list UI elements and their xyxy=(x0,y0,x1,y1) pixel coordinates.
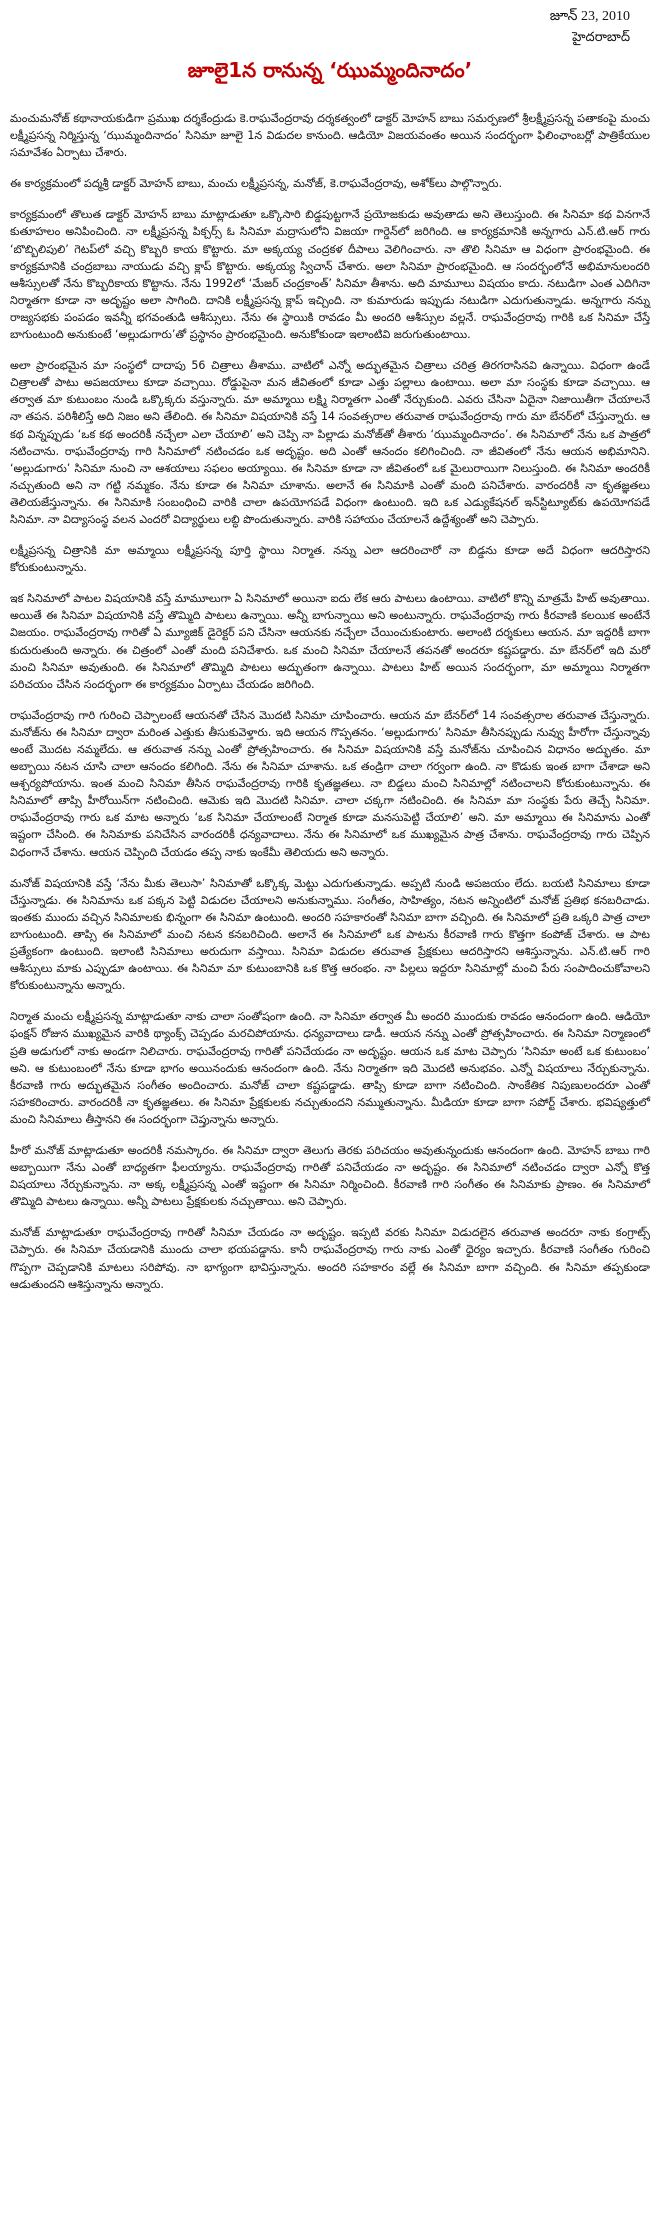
paragraph-5: లక్ష్మీప్రసన్న చిత్రానికి మా అమ్మాయి లక్ష్మీప్రసన్న పూర్తి స్థాయి నిర్మాత. నన్ను ఎలా ఆదరించారో నా బిడ్డను కూడా అదే విధంగా ఆదరిస్తారని కోరుకుంటున్నాను. xyxy=(10,544,650,575)
paragraph-2: ఈ కార్యక్రమంలో పద్మశ్రీ డాక్టర్ మోహన్ బాబు, మంచు లక్ష్మీప్రసన్న, మనోజ్, కె.రాఘవేంద్రరావు, అశోక్‌లు పాల్గొన్నారు. xyxy=(10,177,503,191)
paragraph-3: కార్యక్రమంలో తొలుత డాక్టర్ మోహన్ బాబు మాట్లాడుతూ ఒక్కొసారి బిడ్డపుట్టగానే ప్రయోజకుడు అవుతాడు అని తెలుస్తుంది. ఈ సినిమా కథ వినగానే కుతూహలం అనిపించింది. నా లక్ష్మీప్రసన్న పిక్చర్స్ ఓ సినిమా మద్రాసులోని విజయా గార్డెన్‌లో జరిగింది. ఆ కార్యక్రమానికి అన్నగారు ఎన్.టి.ఆర్ గారు ‘బొబ్బిలిపులి’ గెటప్‌లో వచ్చి కొబ్బరి కాయ కొట్టారు. మా అక్కయ్య చంద్రకళ దీపాలు వెలిగించారు. నా తొలి సినిమా ఆ విధంగా ప్రారంభమైంది. ఈ కార్యక్రమానికి చంద్రబాబు నాయుడు వచ్చి క్లాప్ కొట్టారు. అక్కయ్య స్విచాన్ చేశారు. అలా సినిమా ప్రారంభమైంది. ఆ సందర్భంలోనే అభిమానులందరి ఆశీస్సులతో నేను కొబ్బరికాయ కొట్టాను. నేను 1992లో ‘మేజర్ చంద్రకాంత్’ సినిమా తీశాను. అది మామూలు విషయం కాదు. నటుడిగా ఎంత ఎదిగినా నిర్మాతగా కూడా నా అదృష్టం అలా సాగింది. దానికి లక్ష్మీప్రసన్న క్లాప్ ఇచ్చింది. నా కుమారుడు ఇప్పుడు నటుడిగా ఎదుగుతున్నాడు. అన్నగారు నన్ను రాజ్యసభకు పంపడం ఇవన్నీ భగవంతుడి ఆశీస్సులు. నేను ఈ స్థాయికి రావడం మీ అందరి ఆశీస్సుల వల్లనే. రాఘవేంద్రరావు గారికి ఒక సినిమా చేస్తే బాగుంటుంది అనుకుంటే ‘అల్లుడుగారు’తో ప్రస్థానం ప్రారంభమైంది. అనుకోకుండా ఇలాంటివి జరుగుతుంటాయి. xyxy=(10,208,650,342)
paragraph-10: హీరో మనోజ్ మాట్లాడుతూ అందరికీ నమస్కారం. ఈ సినిమా ద్వారా తెలుగు తెరకు పరిచయం అవుతున్నందుకు ఆనందంగా ఉంది. మోహన్ బాబు గారి అబ్బాయిగా నేను ఎంతో బాధ్యతగా ఫీలయ్యాను. రాఘవేంద్రరావు గారితో పనిచేయడం నా అదృష్టం. ఈ సినిమాలో నటించడం ద్వారా ఎన్నో కొత్త విషయాలు నేర్చుకున్నాను. నా అక్క లక్ష్మీప్రసన్న ఎంతో ఇష్టంగా ఈ సినిమా నిర్మించింది. కీరవాణి గారి సంగీతం ఈ సినిమాకు ప్రాణం. ఈ సినిమాలో తొమ్మిది పాటలు ఉన్నాయి. అన్నీ పాటలు ప్రేక్షకులకు నచ్చుతాయి. అని చెప్పారు. xyxy=(10,1143,650,1209)
paragraph-7: రాఘవేంద్రరావు గారి గురించి చెప్పాలంటే ఆయనతో చేసిన మొదటి సినిమా చూపించారు. ఆయన మా బేనర్‌లో 14 సంవత్సరాల తరువాత చేస్తున్నారు. మనోజ్‌ను ఈ సినిమా ద్వారా మరింత ఎత్తుకు తీసుకువెళ్తారు. ఇది ఆయన గొప్పతనం. ‘అల్లుడుగారు’ సినిమా తీసినప్పుడు నువ్వు హీరోగా చేస్తున్నావు అంటే మొదట నమ్మలేదు. ఆ తరువాత నన్ను ఎంతో ప్రోత్సహించారు. ఈ సినిమా విషయానికి వస్తే మనోజ్‌ను చూపించిన విధానం అద్భుతం. మా అబ్బాయి నటన చూసి చాలా ఆనందం కలిగింది. నేను ఈ సినిమా చూశాను. ఒక తండ్రిగా చాలా గర్వంగా ఉంది. నా కొడుకు ఇంత బాగా చేశాడా అని ఆశ్చర్యపోయాను. ఇంత మంచి సినిమా తీసిన రాఘవేంద్రరావు గారికి కృతజ్ఞతలు. నా బిడ్డలు మంచి సినిమాల్లో నటించాలని కోరుకుంటున్నాను. ఈ సినిమాలో తాప్సి హీరోయిన్‌గా నటించింది. ఆమెకు ఇది మొదటి సినిమా. చాలా చక్కగా నటించింది. ఈ సినిమా మా సంస్థకు పేరు తెచ్చే సినిమా. రాఘవేంద్రరావు గారు ఒక మాట అన్నారు ‘ఒక సినిమా చేయాలంటే నిర్మాత కూడా మనసుపెట్టి చేయాలి’ అని. మా అమ్మాయి ఈ సినిమాను ఎంతో ఇష్టంగా చేసింది. ఈ సినిమాకు పనిచేసిన వారందరికీ ధన్యవాదాలు. నేను ఈ సినిమాలో ఒక ముఖ్యమైన పాత్ర చేశాను. రాఘవేంద్రరావు గారు చెప్పిన విధంగానే చేశాను. ఆయన చెప్పింది చేయడం తప్ప నాకు ఇంకేమీ తెలియదు అని అన్నారు. xyxy=(10,708,650,859)
article-city: హైదరాబాద్ xyxy=(572,30,630,45)
article-header xyxy=(0,0,660,100)
paragraph-1: మంచుమనోజ్ కథానాయకుడిగా ప్రముఖ దర్శకేంద్రుడు కె.రాఘవేంద్రరావు దర్శకత్వంలో డాక్టర్ మోహన్ బాబు సమర్పణలో శ్రీలక్ష్మీప్రసన్న పతాకంపై మంచు లక్ష్మీప్రసన్న నిర్మిస్తున్న ‘ఝుమ్మందినాదం’ సినిమా జూలై 1న విడుదల కానుంది. ఆడియో విజయవంతం అయిన సందర్భంగా ఫిలింఛాంబర్లో పాత్రికేయుల సమావేశం ఏర్పాటు చేశారు. xyxy=(10,112,650,160)
paragraph-8: మనోజ్ విషయానికి వస్తే ‘నేను మీకు తెలుసా’ సినిమాతో ఒక్కొక్క మెట్టు ఎదుగుతున్నాడు. అప్పటి నుండి అపజయం లేదు. బయటి సినిమాలు కూడా చేస్తున్నాడు. ఈ సినిమాను ఒక పక్కన పెట్టి విడుదల చేయాలని అనుకున్నాము. సంగీతం, సాహిత్యం, నటన అన్నింటిలో మనోజ్ ప్రతిభ కనబరిచాడు. ఇంతకు ముందు వచ్చిన సినిమాలకు భిన్నంగా ఈ సినిమా ఉంటుంది. అందరి సహకారంతో సినిమా బాగా వచ్చింది. ఈ సినిమాలో ప్రతి ఒక్కరి పాత్ర చాలా బాగుంటుంది. తాప్సి ఈ సినిమాలో మంచి నటన కనబరిచింది. అలానే ఈ సినిమాలో ఒక పాటను కీరవాణి గారు కొత్తగా కంపోజ్ చేశారు. ఆ పాట ప్రత్యేకంగా ఉంటుంది. ఇలాంటి సినిమాలు అరుదుగా వస్తాయి. సినిమా విడుదల తరువాత ప్రేక్షకులు ఆదరిస్తారని ఆశిస్తున్నాను. ఎన్.టి.ఆర్ గారి ఆశీస్సులు మాకు ఎప్పుడూ ఉంటాయి. ఈ సినిమా మా కుటుంబానికి ఒక కొత్త ఆరంభం. నా పిల్లలు ఇద్దరూ సినిమాల్లో మంచి పేరు సంపాదించుకోవాలని కోరుకుంటున్నాను అన్నారు. xyxy=(10,876,650,993)
article-date: జూన్ 23, 2010 xyxy=(549,9,630,24)
paragraph-6: ఇక సినిమాలో పాటల విషయానికి వస్తే మామూలుగా ఏ సినిమాలో అయినా ఐదు లేక ఆరు పాటలు ఉంటాయి. వాటిలో కొన్ని మాత్రమే హిట్ అవుతాయి. అయితే ఈ సినిమా విషయానికి వస్తే తొమ్మిది పాటలు ఉన్నాయి. అన్నీ బాగున్నాయి అని అంటున్నారు. రాఘవేంద్రరావు గారు కీరవాణి కలయిక అంటేనే విజయం. రాఘవేంద్రరావు గారితో ఏ మ్యూజిక్ డైరెక్టర్ పని చేసినా ఆయనకు నచ్చేలా చేయించుకుంటారు. అలాంటి దర్శకులు ఆయన. మా ఇద్దరికీ బాగా కుదురుతుంది అన్నారు. ఈ చిత్రంలో ఎంతో మంది పనిచేశారు. ఒక మంచి సినిమా చేయాలనే తపనతో అందరూ కష్టపడ్డారు. మా బేనర్‌లో ఇది మరో మంచి సినిమా అవుతుంది. ఈ సినిమాలో తొమ్మిది పాటలు అద్భుతంగా ఉన్నాయి. పాటలు హిట్ అయిన సందర్భంగా, మా అమ్మాయి నిర్మాతగా పరిచయం చేసిన సందర్భంగా ఈ కార్యక్రమం ఏర్పాటు చేయడం జరిగింది. xyxy=(10,592,650,691)
paragraph-4: అలా ప్రారంభమైన మా సంస్థలో దాదాపు 56 చిత్రాలు తీశాము. వాటిలో ఎన్నో అద్భుతమైన చిత్రాలు చరిత్ర తిరగరాసినవి ఉన్నాయి. విధంగా ఉండే చిత్రాలతో పాటు అపజయాలు కూడా వచ్చాయి. రోడ్డుపైనా మన జీవితంలో కూడా ఎత్తు పల్లాలు ఉంటాయి. అలా మా సంస్థకు కూడా వచ్చాయి. ఆ తర్వాత మా కుటుంబం నుండి ఒక్కొక్కరు వస్తున్నారు. మా అమ్మాయి లక్ష్మి నిర్మాతగా ఎంతో నేర్చుకుంది. ఎవరు చేసినా ఏదైనా నిజాయితీగా చేయాలనే నా తపన. పరిశీలిస్తే అది నిజం అని తేలింది. ఈ సినిమా విషయానికి వస్తే 14 సంవత్సరాల తరువాత రాఘవేంద్రరావు గారు మా బేనర్‌లో చేస్తున్నారు. ఆ కథ విన్నప్పుడు ‘ఒక కథ అందరికీ నచ్చేలా ఎలా చేయాలి’ అని చెప్పి నా పిల్లాడు మనోజ్‌తో తీశారు ‘ఝుమ్మందినాదం’. ఈ సినిమాలో నేను ఒక పాత్రలో నటించాను. రాఘవేంద్రరావు గారి సినిమాలో నటించడం ఒక అదృష్టం. అది ఎంతో ఆనందం కలిగించింది. నా జీవితంలో నేను ఆయన అభిమానిని. ‘అల్లుడుగారు’ సినిమా నుంచి నా ఆశయాలు సఫలం అయ్యాయి. ఈ సినిమా కూడా నా జీవితంలో ఒక మైలురాయిగా నిలుస్తుంది. ఈ సినిమా అందరికీ నచ్చుతుంది అని నా గట్టి నమ్మకం. నేను కూడా ఈ సినిమా చూశాను. అలానే ఈ సినిమాకి ఎంతో మంది పనిచేశారు. వారందరికీ నా కృతజ్ఞతలు తెలియజేస్తున్నాను. ఈ సినిమాకి సంబంధించి వారికి చాలా ఉపయోగపడే విధంగా ఉంటుంది. ఇది ఒక ఎడ్యుకేషనల్ ఇన్‌స్టిట్యూట్‌కు ఉపయోగపడే సినిమా. నా విద్యాసంస్థ వలన ఎందరో విద్యార్థులు లబ్ధి పొందుతున్నారు. వారికి సహాయం చేయాలనే ఉద్దేశ్యంతో అని చెప్పారు. xyxy=(10,359,650,526)
article-body xyxy=(10,110,650,1307)
paragraph-9: నిర్మాత మంచు లక్ష్మీప్రసన్న మాట్లాడుతూ నాకు చాలా సంతోషంగా ఉంది. నా సినిమా తర్వాత మీ అందరి ముందుకు రావడం ఆనందంగా ఉంది. ఆడియో ఫంక్షన్ రోజున ముఖ్యమైన వారికి థ్యాంక్స్ చెప్పడం మరచిపోయాను. ధన్యవాదాలు డాడీ. ఆయన నన్ను ఎంతో ప్రోత్సహించారు. ఈ సినిమా నిర్మాణంలో ప్రతి అడుగులో నాకు అండగా నిలిచారు. రాఘవేంద్రరావు గారితో పనిచేయడం నా అదృష్టం. ఆయన ఒక మాట చెప్పారు ‘సినిమా అంటే ఒక కుటుంబం’ అని. ఆ కుటుంబంలో నేను కూడా భాగం అయినందుకు ఆనందంగా ఉంది. నేను నిర్మాతగా ఇది మొదటి అనుభవం. ఎన్నో విషయాలు నేర్చుకున్నాను. కీరవాణి గారు అద్భుతమైన సంగీతం అందించారు. మనోజ్ చాలా కష్టపడ్డాడు. తాప్సి కూడా బాగా నటించింది. సాంకేతిక నిపుణులందరూ ఎంతో సహకరించారు. వారందరికీ నా కృతజ్ఞతలు. ఈ సినిమా ప్రేక్షకులకు నచ్చుతుందని నమ్ముతున్నాను. మీడియా కూడా బాగా సపోర్ట్ చేశారు. భవిష్యత్తులో మంచి సినిమాలు తీస్తానని ఈ సందర్భంగా చెప్తున్నాను అన్నారు. xyxy=(10,1010,650,1126)
paragraph-11: మనోజ్ మాట్లాడుతూ రాఘవేంద్రరావు గారితో సినిమా చేయడం నా అదృష్టం. ఇప్పటి వరకు సినిమా విడుదలైన తరువాత అందరూ నాకు కంగ్రాట్స్ చెప్పారు. ఈ సినిమా చేయడానికి ముందు చాలా భయపడ్డాను. కానీ రాఘవేంద్రరావు గారు నాకు ఎంతో ధైర్యం ఇచ్చారు. కీరవాణి సంగీతం గురించి గొప్పగా చెప్పడానికి మాటలు సరిపోవు. నా భాగ్యంగా భావిస్తున్నాను. అందరి సహకారం వల్లే ఈ సినిమా బాగా వచ్చింది. ఈ సినిమా తప్పకుండా ఆడుతుందని ఆశిస్తున్నాను అన్నారు. xyxy=(10,1226,650,1291)
article-title: జూలై1న రానున్న ‘ఝుమ్మందినాదం’ xyxy=(187,58,473,82)
